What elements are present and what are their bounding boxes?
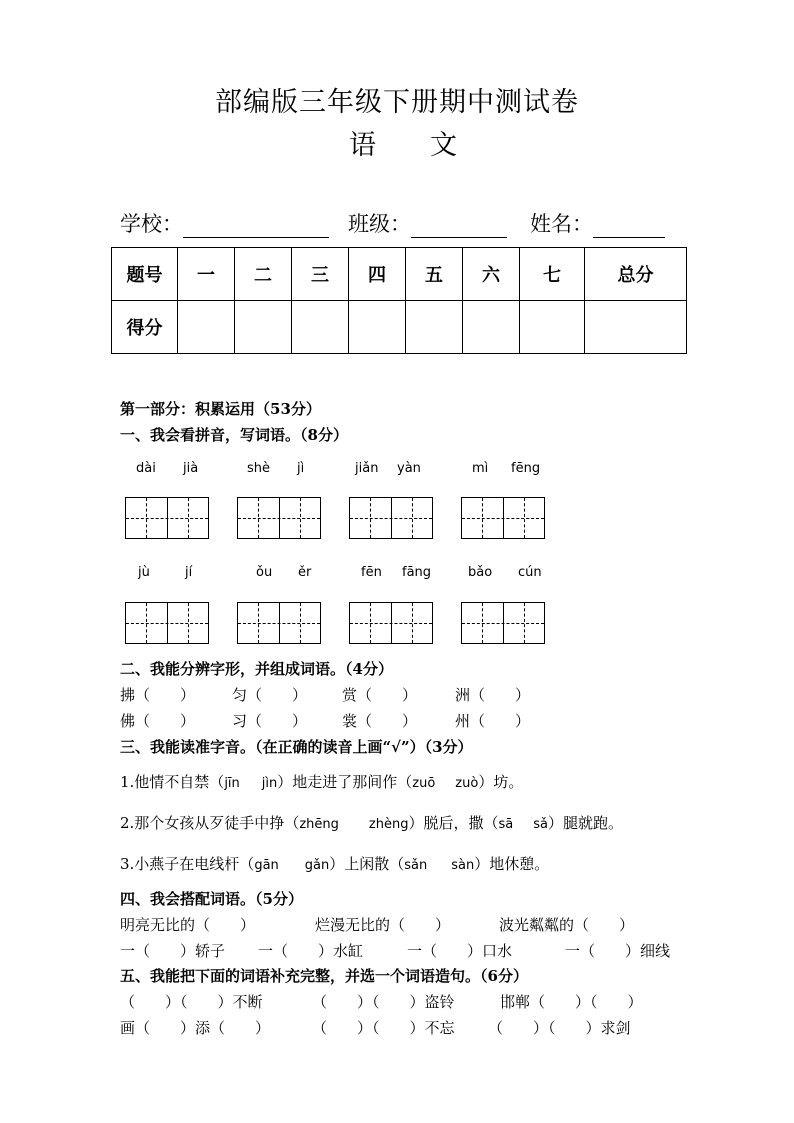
part1-heading: 第一部分：积累运用（53分） — [120, 400, 321, 418]
class-label: 班级： — [348, 212, 411, 236]
pinyin: bǎo — [468, 565, 493, 580]
name-blank — [593, 215, 665, 238]
word-item: 洲（ ） — [455, 686, 531, 704]
pinyin: fāng — [402, 565, 432, 580]
score-cell[interactable] — [349, 301, 406, 354]
pinyin-option[interactable]: sā — [498, 817, 514, 832]
sentence-text: ）地走进了那间作（ — [277, 773, 413, 791]
q3-item-1 — [120, 771, 523, 792]
table-cell: 题号 — [112, 248, 178, 301]
phrase-item: 明亮无比的（ ） — [120, 916, 256, 934]
phrase-item: 波光粼粼的（ ） — [499, 916, 635, 934]
phrase-item: 一（ ）口水 — [407, 942, 513, 960]
pinyin-option[interactable]: sǎn — [404, 858, 428, 873]
page-title: 部编版三年级下册期中测试卷 — [215, 87, 579, 118]
idiom-item: 画（ ）添（ ） — [120, 1019, 271, 1037]
pinyin: yàn — [397, 461, 421, 476]
pinyin: fēn — [361, 565, 382, 580]
sentence-text: ）腿就跑。 — [547, 814, 623, 832]
sentence-text: 3.小燕子在电线杆（ — [120, 855, 255, 873]
q1-heading: 一、我会看拼音，写词语。（8分） — [120, 426, 348, 444]
phrase-item: 一（ ）水缸 — [258, 942, 364, 960]
q3-heading: 三、我能读准字音。（在正确的读音上画“√”）（3分） — [120, 738, 473, 756]
sentence-text: ）脱后，撒（ — [408, 814, 499, 832]
sentence-text: 1.他情不自禁（ — [120, 773, 225, 791]
class-blank — [411, 215, 507, 238]
score-table-header-row — [112, 248, 687, 301]
pinyin-option[interactable]: sǎ — [533, 817, 548, 832]
idiom-item: 邯郸（ ）（ ） — [500, 993, 643, 1011]
pinyin-option[interactable]: jīn — [224, 776, 240, 791]
school-blank — [183, 215, 329, 238]
pinyin: shè — [247, 461, 271, 476]
phrase-item: 一（ ）细线 — [565, 942, 671, 960]
word-item: 匀（ ） — [232, 686, 308, 704]
q3-item-2 — [120, 812, 623, 833]
word-item: 拂（ ） — [120, 686, 196, 704]
table-cell: 七 — [520, 248, 585, 301]
pinyin: jí — [185, 565, 193, 580]
q3-item-3 — [120, 853, 549, 874]
pinyin-option[interactable]: zhèng — [368, 817, 409, 832]
pinyin: ǒu — [256, 565, 273, 580]
idiom-item: （ ）（ ）盗铃 — [312, 993, 455, 1011]
school-label: 学校： — [120, 212, 183, 236]
school-field — [120, 208, 329, 238]
sentence-text: ）上闲散（ — [329, 855, 405, 873]
q2-heading: 二、我能分辨字形，并组成词语。（4分） — [120, 660, 393, 678]
class-field — [348, 208, 507, 238]
phrase-item: 一（ ）轿子 — [120, 942, 226, 960]
q5-heading: 五、我能把下面的词语补充完整，并选一个词语造句。（6分） — [120, 967, 528, 985]
writing-grid[interactable] — [349, 497, 433, 539]
pinyin: mì — [472, 461, 489, 476]
word-item: 州（ ） — [455, 712, 531, 730]
name-field — [530, 208, 665, 238]
table-cell: 四 — [349, 248, 406, 301]
writing-grid[interactable] — [125, 602, 209, 644]
pinyin-option[interactable]: sàn — [451, 858, 475, 873]
word-item: 佛（ ） — [120, 712, 196, 730]
score-cell[interactable] — [463, 301, 520, 354]
pinyin: cún — [518, 565, 542, 580]
pinyin: jì — [297, 461, 305, 476]
pinyin: jià — [183, 461, 199, 476]
table-cell: 二 — [235, 248, 292, 301]
table-cell: 得分 — [112, 301, 178, 354]
writing-grid[interactable] — [349, 602, 433, 644]
score-cell[interactable] — [520, 301, 585, 354]
score-cell[interactable] — [178, 301, 235, 354]
pinyin: jiǎn — [355, 461, 379, 476]
writing-grid[interactable] — [461, 602, 545, 644]
score-table-score-row — [112, 301, 687, 354]
score-cell[interactable] — [235, 301, 292, 354]
word-item: 裳（ ） — [342, 712, 418, 730]
pinyin: jù — [138, 565, 150, 580]
pinyin-option[interactable]: gān — [254, 858, 279, 873]
q4-heading: 四、我会搭配词语。（5分） — [120, 890, 303, 908]
pinyin-option[interactable]: zuò — [455, 776, 479, 791]
name-label: 姓名： — [530, 212, 593, 236]
idiom-item: （ ）（ ）求剑 — [488, 1019, 631, 1037]
phrase-item: 烂漫无比的（ ） — [315, 916, 451, 934]
score-cell[interactable] — [406, 301, 463, 354]
idiom-item: （ ）（ ）不断 — [120, 993, 263, 1011]
pinyin: fēng — [511, 461, 541, 476]
table-cell: 总分 — [585, 248, 687, 301]
word-item: 习（ ） — [232, 712, 308, 730]
score-cell[interactable] — [585, 301, 687, 354]
sentence-text: ）坊。 — [478, 773, 524, 791]
subject-title: 语 文 — [349, 130, 457, 161]
pinyin: ěr — [298, 565, 312, 580]
writing-grid[interactable] — [125, 497, 209, 539]
table-cell: 六 — [463, 248, 520, 301]
pinyin-option[interactable]: jìn — [261, 776, 278, 791]
writing-grid[interactable] — [237, 602, 321, 644]
pinyin-option[interactable]: zhēng — [299, 817, 339, 832]
word-item: 赏（ ） — [342, 686, 418, 704]
idiom-item: （ ）（ ）不忘 — [312, 1019, 455, 1037]
pinyin-option[interactable]: gǎn — [304, 858, 330, 873]
writing-grid[interactable] — [461, 497, 545, 539]
score-table — [111, 247, 687, 354]
table-cell: 一 — [178, 248, 235, 301]
pinyin: dài — [136, 461, 156, 476]
table-cell: 五 — [406, 248, 463, 301]
table-cell: 三 — [292, 248, 349, 301]
pinyin-option[interactable]: zuō — [412, 776, 436, 791]
sentence-text: ）地休憩。 — [474, 855, 550, 873]
writing-grid[interactable] — [237, 497, 321, 539]
score-cell[interactable] — [292, 301, 349, 354]
sentence-text: 2.那个女孩从歹徒手中挣（ — [120, 814, 300, 832]
